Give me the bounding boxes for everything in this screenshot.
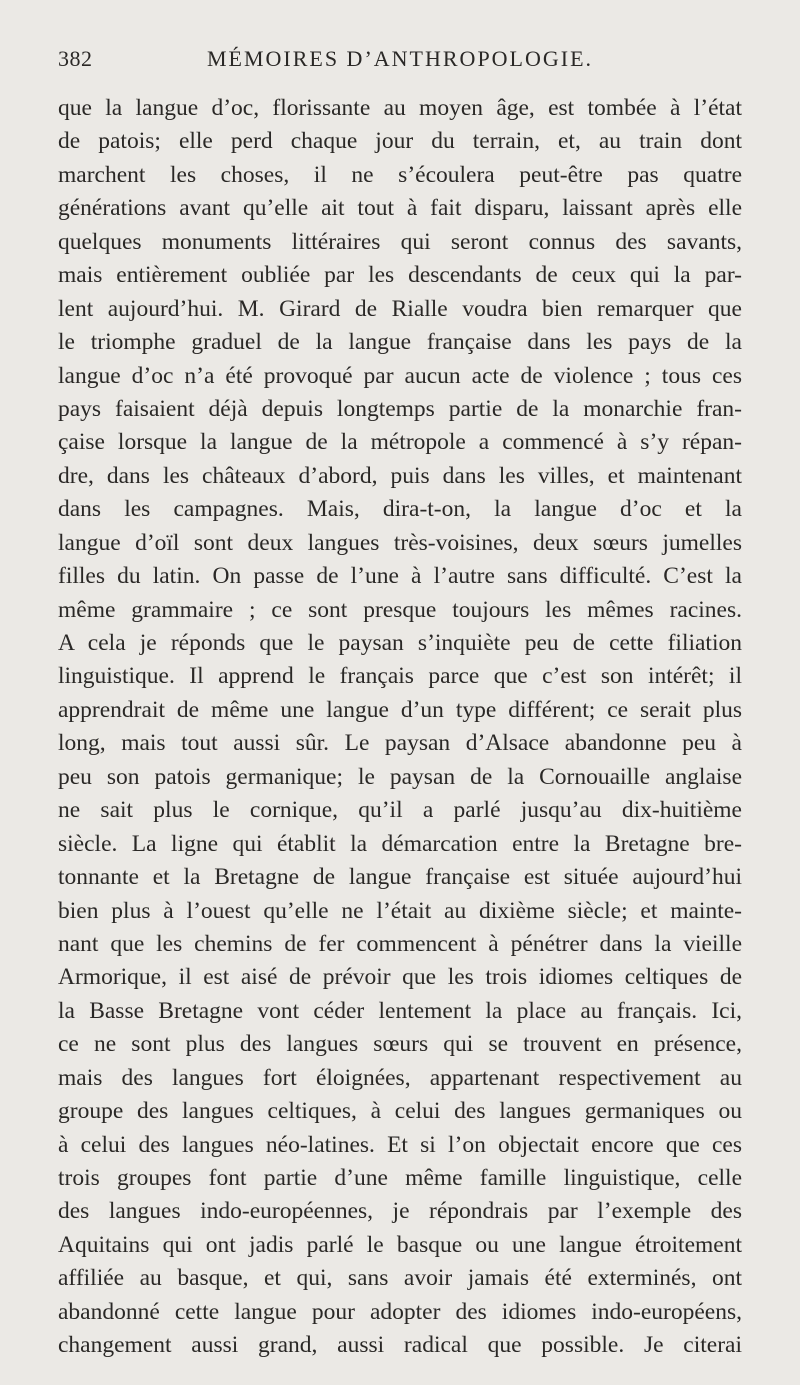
running-title: MÉMOIRES D’ANTHROPOLOGIE. <box>206 46 594 71</box>
text-line: ne sait plus le cornique, qu’il a parlé jusqu’au dix-huitième <box>58 797 742 824</box>
text-line: trois groupes font partie d’une même famille linguistique, celle <box>58 1165 742 1191</box>
page-number: 382 <box>58 46 93 71</box>
text-line: tonnante et la Bretagne de langue française est située aujourd’hui <box>58 864 742 891</box>
text-line: affiliée au basque, et qui, sans avoir jamais été exterminés, ont <box>58 1265 742 1292</box>
text-line: çaise lorsque la langue de la métropole a commencé à s’y répan- <box>58 429 742 456</box>
text-line: bien plus à l’ouest qu’elle ne l’était au dixième siècle; et mainte- <box>58 897 742 924</box>
text-line: mais entièrement oubliée par les descendants de ceux qui la par- <box>58 262 742 289</box>
running-head <box>58 46 742 80</box>
text-line: linguistique. Il apprend le français parce que c’est son intérêt; il <box>58 663 742 690</box>
text-line: même grammaire ; ce sont presque toujours les mêmes racines. <box>58 596 742 623</box>
text-line: pays faisaient déjà depuis longtemps partie de la monarchie fran- <box>58 395 742 422</box>
text-line: des langues indo-européennes, je répondrais par l’exemple des <box>58 1198 742 1225</box>
text-line: changement aussi grand, aussi radical que possible. Je citerai <box>58 1332 742 1359</box>
text-line: nant que les chemins de fer commencent à pénétrer dans la vieille <box>58 930 742 957</box>
text-line: mais des langues fort éloignées, appartenant respectivement au <box>58 1064 742 1091</box>
text-line: Armorique, il est aisé de prévoir que les trois idiomes celtiques de <box>58 964 742 991</box>
text-line: la Basse Bretagne vont céder lentement la place au français. Ici, <box>58 997 742 1024</box>
text-line: langue d’oc n’a été provoqué par aucun acte de violence ; tous ces <box>58 362 742 389</box>
text-line: apprendrait de même une langue d’un type différent; ce serait plus <box>58 696 742 723</box>
text-line: abandonné cette langue pour adopter des idiomes indo-européens, <box>58 1298 742 1325</box>
text-line: marchent les choses, il ne s’écoulera peut-être pas quatre <box>58 161 742 188</box>
text-line: ce ne sont plus des langues sœurs qui se trouvent en présence, <box>58 1031 742 1058</box>
text-line: long, mais tout aussi sûr. Le paysan d’Alsace abandonne peu à <box>58 730 742 757</box>
text-line: de patois; elle perd chaque jour du terrain, et, au train dont <box>58 128 742 155</box>
body-text <box>58 92 742 1363</box>
text-line: peu son patois germanique; le paysan de la Cornouaille anglaise <box>58 763 742 790</box>
text-line: générations avant qu’elle ait tout à fait disparu, laissant après elle <box>58 195 742 222</box>
text-line: que la langue d’oc, florissante au moyen âge, est tombée à l’état <box>58 95 742 121</box>
text-line: quelques monuments littéraires qui seront connus des savants, <box>58 228 742 255</box>
text-line: dans les campagnes. Mais, dira-t-on, la langue d’oc et la <box>58 496 742 523</box>
text-line: groupe des langues celtiques, à celui des langues germaniques ou <box>58 1098 742 1125</box>
text-line: dre, dans les châteaux d’abord, puis dans les villes, et maintenant <box>58 462 742 489</box>
text-line: A cela je réponds que le paysan s’inquiète peu de cette filiation <box>58 630 742 656</box>
text-line: lent aujourd’hui. M. Girard de Rialle voudra bien remarquer que <box>58 295 742 322</box>
text-line: siècle. La ligne qui établit la démarcation entre la Bretagne bre- <box>58 830 742 857</box>
text-line: filles du latin. On passe de l’une à l’autre sans difficulté. C’est la <box>58 563 742 590</box>
text-line: à celui des langues néo-latines. Et si l’on objectait encore que ces <box>58 1131 742 1158</box>
text-line: le triomphe graduel de la langue française dans les pays de la <box>58 329 742 356</box>
text-line: langue d’oïl sont deux langues très-voisines, deux sœurs jumelles <box>58 529 742 556</box>
text-line: Aquitains qui ont jadis parlé le basque ou une langue étroitement <box>58 1231 742 1258</box>
